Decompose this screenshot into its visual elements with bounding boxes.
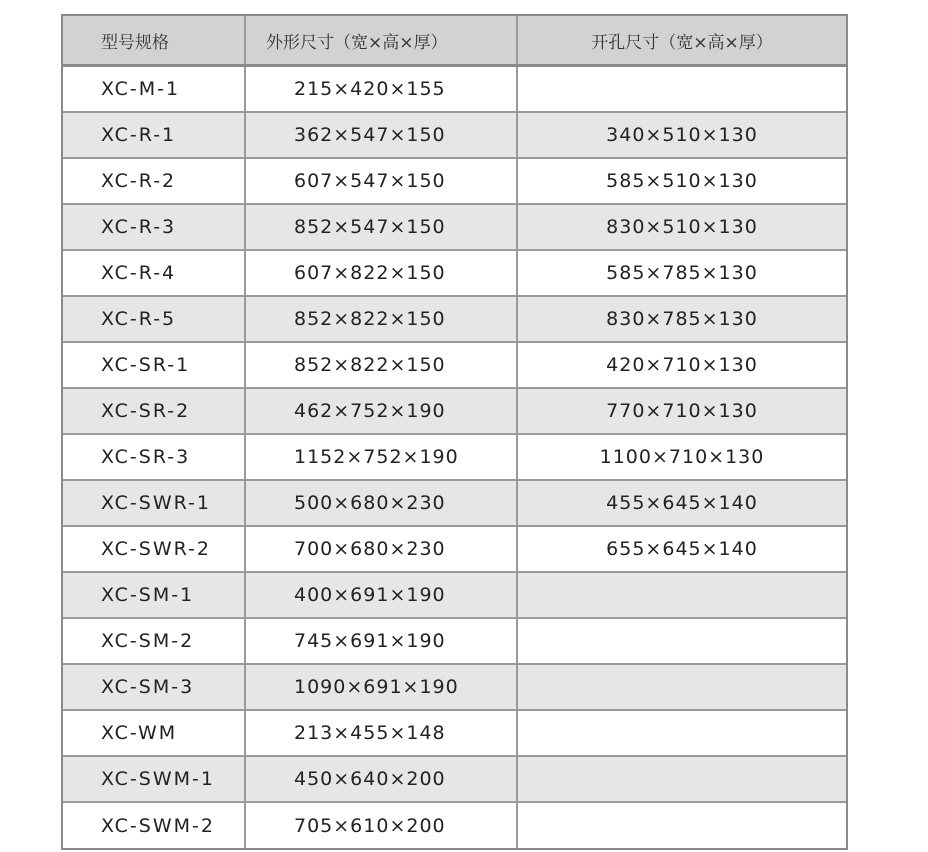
table-row [63,527,846,573]
table-header [63,16,846,67]
cell-cutout-size: 830×510×130 [606,216,758,238]
cell-outer-size: 400×691×190 [246,573,518,617]
cell-model: XC-WM [63,711,246,755]
cell-outer-size: 362×547×150 [246,113,518,157]
cell-model: XC-SWM-2 [63,803,246,848]
table-row [63,251,846,297]
cell-outer-size: 852×822×150 [246,343,518,387]
table-row [63,619,846,665]
table-row [63,711,846,757]
table-row [63,389,846,435]
cell-model: XC-R-5 [63,297,246,341]
table-row [63,803,846,848]
cell-outer-size: 462×752×190 [246,389,518,433]
cell-cutout-size [518,803,846,848]
table-row [63,481,846,527]
cell-outer-size: 852×822×150 [246,297,518,341]
cell-model: XC-M-1 [63,67,246,111]
cell-outer-size: 705×610×200 [246,803,518,848]
cell-cutout-size: 420×710×130 [606,354,758,376]
cell-model: XC-SM-3 [63,665,246,709]
header-cutout-size: 开孔尺寸（宽×高×厚） [591,32,773,53]
table-row [63,67,846,113]
cell-outer-size: 607×822×150 [246,251,518,295]
cell-cutout-size [518,665,846,709]
cell-cutout-size: 455×645×140 [606,492,758,514]
table-row [63,205,846,251]
table-row [63,665,846,711]
cell-outer-size: 500×680×230 [246,481,518,525]
cell-model: XC-SR-1 [63,343,246,387]
spec-table [61,14,848,850]
cell-cutout-size [518,711,846,755]
cell-cutout-size: 1100×710×130 [599,446,765,468]
table-body [63,67,846,848]
cell-outer-size: 852×547×150 [246,205,518,249]
cell-cutout-size: 770×710×130 [606,400,758,422]
cell-outer-size: 213×455×148 [246,711,518,755]
header-outer-size: 外形尺寸（宽×高×厚） [246,16,518,64]
cell-model: XC-SWR-2 [63,527,246,571]
cell-model: XC-R-3 [63,205,246,249]
cell-model: XC-R-1 [63,113,246,157]
cell-outer-size: 1090×691×190 [246,665,518,709]
table-row [63,113,846,159]
cell-model: XC-SM-2 [63,619,246,663]
cell-model: XC-SM-1 [63,573,246,617]
cell-cutout-size: 655×645×140 [606,538,758,560]
cell-cutout-size: 340×510×130 [606,124,758,146]
cell-model: XC-SR-2 [63,389,246,433]
cell-cutout-size [518,67,846,111]
cell-outer-size: 1152×752×190 [246,435,518,479]
cell-outer-size: 450×640×200 [246,757,518,801]
cell-cutout-size: 585×785×130 [606,262,758,284]
table-row [63,435,846,481]
table-row [63,159,846,205]
cell-cutout-size [518,619,846,663]
cell-model: XC-R-4 [63,251,246,295]
cell-model: XC-SR-3 [63,435,246,479]
cell-cutout-size: 585×510×130 [606,170,758,192]
header-model: 型号规格 [63,16,246,64]
cell-model: XC-R-2 [63,159,246,203]
table-row [63,343,846,389]
table-row [63,757,846,803]
cell-cutout-size [518,757,846,801]
cell-cutout-size [518,573,846,617]
cell-cutout-size: 830×785×130 [606,308,758,330]
cell-model: XC-SWM-1 [63,757,246,801]
table-row [63,573,846,619]
cell-outer-size: 700×680×230 [246,527,518,571]
cell-outer-size: 607×547×150 [246,159,518,203]
table-row [63,297,846,343]
cell-outer-size: 215×420×155 [246,67,518,111]
cell-model: XC-SWR-1 [63,481,246,525]
cell-outer-size: 745×691×190 [246,619,518,663]
